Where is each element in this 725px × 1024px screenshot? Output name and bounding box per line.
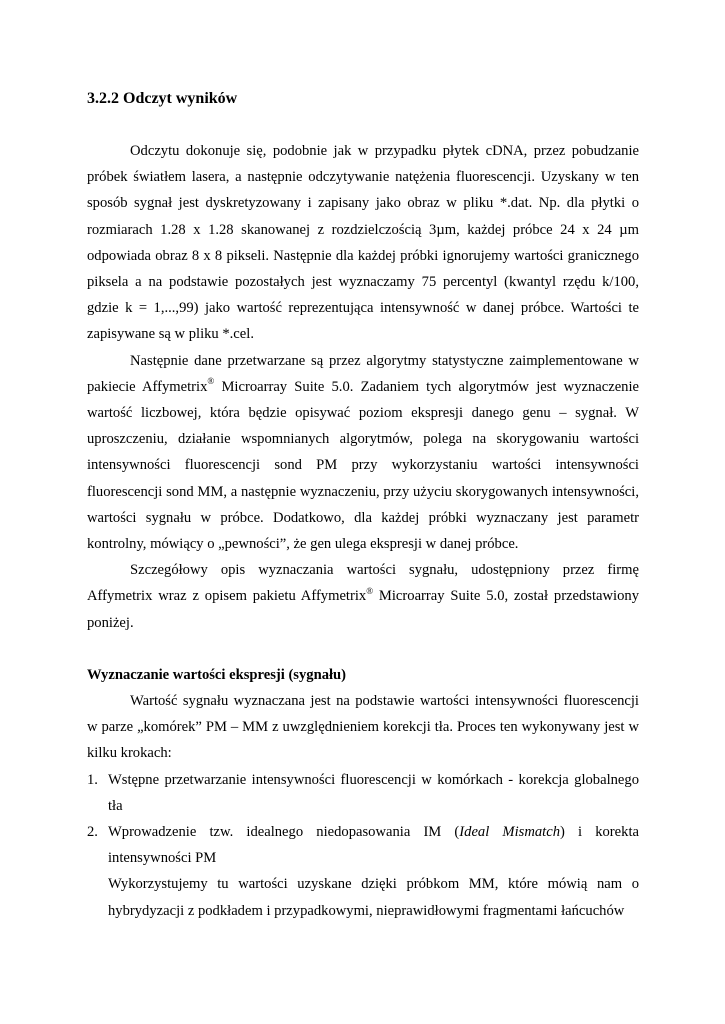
paragraph-text: Następnie dane przetwarzane są przez algorytmy statystyczne zaimplementowane w pakiecie Affymetrix	[87, 352, 639, 395]
list-item-number: 2.	[87, 824, 98, 841]
paragraph-reading-results: Odczytu dokonuje się, podobnie jak w przypadku płytek cDNA, przez pobudzanie próbek światłem lasera, a następnie odczytywanie natężenia fluorescencji. Uzyskany w ten sposób sygnał jest dyskretyzowany i zapisany jako obraz w pliku *.dat. Np. dla płytki o rozmiarach 1.28 x 1.28 skanowanej z rozdzielczością 3µm, każdej próbce 24 x 24 µm odpowiada obraz 8 x 8 pikseli. Następnie dla każdej próbki ignorujemy wartości granicznego piksela a na podstawie pozostałych jest wyznaczamy 75 percentyl (kwantyl rzędu k/100, gdzie k = 1,...,99) jako wartość reprezentująca intensywność w danej próbce. Wartości te zapisywane są w pliku *.cel.	[87, 143, 639, 343]
paragraph-text: Microarray Suite 5.0, został przedstawiony poniżej.	[87, 588, 639, 631]
list-item-text: ) i korekta intensywności PM	[108, 824, 639, 867]
registered-mark: ®	[207, 375, 215, 386]
list-item	[87, 767, 639, 819]
section-heading: 3.2.2 Odczyt wyników	[87, 90, 238, 107]
list-item-continuation: Wykorzystujemy tu wartości uzyskane dzięki próbkom MM, które mówią nam o hybrydyzacji z podkładem i przypadkowymi, nieprawidłowymi fragmentami łańcuchów	[108, 876, 639, 919]
paragraph-text: Szczegółowy opis wyznaczania wartości sygnału, udostępniony przez firmę Affymetrix wraz z opisem pakietu Affymetrix	[87, 562, 639, 605]
paragraph-description-source	[87, 557, 639, 636]
list-item-text: Wprowadzenie tzw. idealnego niedopasowania IM (	[108, 824, 460, 841]
subsection-intro: Wartość sygnału wyznaczana jest na podstawie wartości intensywności fluorescencji w parze „komórek” PM – MM z uwzględnieniem korekcji tła. Proces ten wykonywany jest w kilku krokach:	[87, 693, 639, 762]
list-item-number: 1.	[87, 771, 98, 788]
subsection-heading: Wyznaczanie wartości ekspresji (sygnału)	[87, 666, 347, 683]
body-text	[87, 138, 639, 924]
list-item	[87, 819, 639, 871]
paragraph-text: Microarray Suite 5.0. Zadaniem tych algorytmów jest wyznaczenie wartość liczbowej, która będzie opisywać poziom ekspresji danego genu – sygnał. W uproszczeniu, działanie wspomnianych algorytmów, polega na skorygowaniu wartości intensywności fluorescencji sond PM przy wykorzystaniu wartości intensywności fluorescencji sond MM, a następnie wyznaczeniu, przy użyciu skorygowanych intensywności, wartości sygnału w próbce. Dodatkowo, dla każdej próbki wyznaczany jest parametr kontrolny, mówiący o „pewności”, że gen ulega ekspresji w danej próbce.	[87, 378, 640, 553]
list-item-emphasis: Ideal Mismatch	[459, 824, 560, 841]
registered-mark: ®	[366, 585, 374, 596]
steps-list	[87, 767, 639, 872]
paragraph-statistical-algorithms	[87, 348, 639, 558]
list-item-text: Wstępne przetwarzanie intensywności fluorescencji w komórkach - korekcja globalnego tła	[108, 771, 639, 814]
